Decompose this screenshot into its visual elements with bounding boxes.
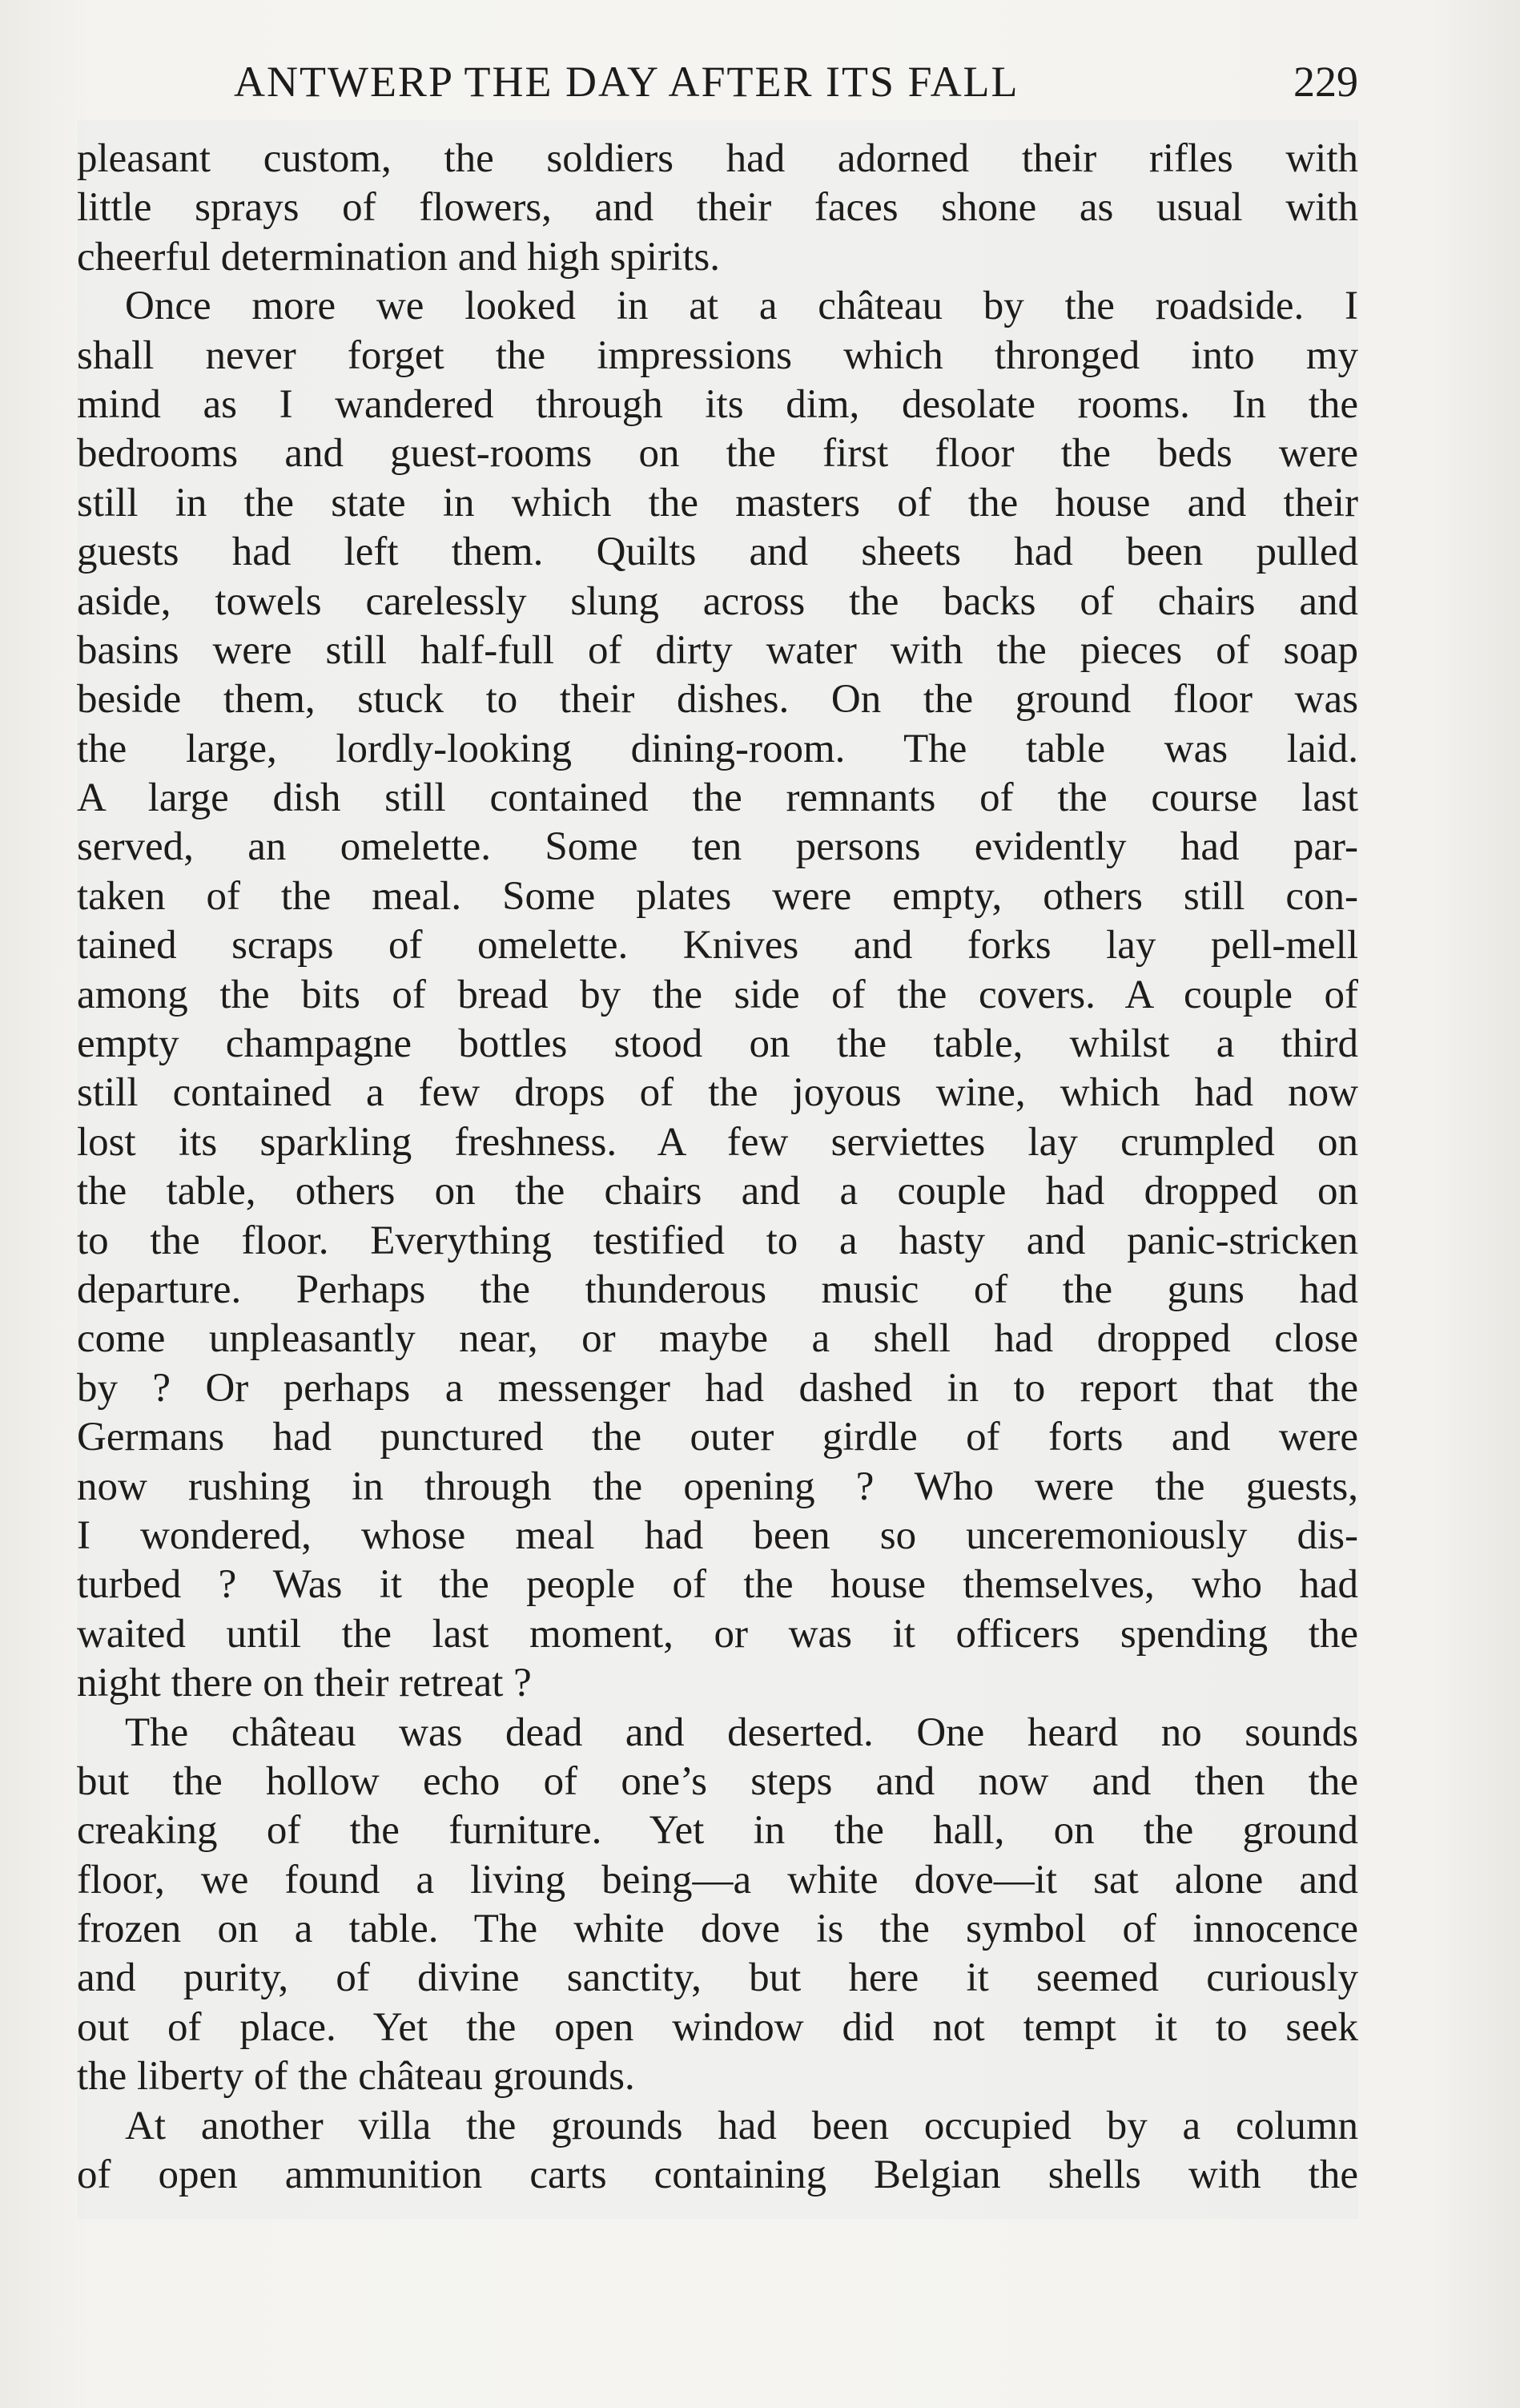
text-line: still in the state in which the masters of the house and their <box>77 480 1358 525</box>
text-line: and purity, of divine sanctity, but here it seemed curiously <box>77 1955 1358 2001</box>
text-line: of open ammunition carts containing Belgian shells with the <box>77 2152 1358 2198</box>
text-line: A large dish still contained the remnants of the course last <box>77 775 1358 821</box>
text-line: bedrooms and guest-rooms on the first floor the beds were <box>77 431 1358 477</box>
text-line: out of place. Yet the open window did not tempt it to seek <box>77 2004 1358 2050</box>
text-line: still contained a few drops of the joyous wine, which had now <box>77 1070 1358 1116</box>
text-line: by ? Or perhaps a messenger had dashed in to report that the <box>77 1365 1358 1411</box>
text-line: the table, others on the chairs and a couple had dropped on <box>77 1169 1358 1214</box>
text-line: beside them, stuck to their dishes. On the ground floor was <box>77 677 1358 723</box>
text-line: little sprays of flowers, and their faces shone as usual with <box>77 185 1358 231</box>
text-line: but the hollow echo of one’s steps and now and then the <box>77 1758 1358 1804</box>
text-line: cheerful determination and high spirits. <box>77 234 721 280</box>
text-line: night there on their retreat ? <box>77 1661 532 1706</box>
text-line: Germans had punctured the outer girdle of forts and were <box>77 1415 1358 1460</box>
text-line: Once more we looked in at a château by the roadside. I <box>125 284 1358 329</box>
text-line: served, an omelette. Some ten persons evidently had par- <box>77 824 1358 870</box>
text-line: tained scraps of omelette. Knives and forks lay pell-mell <box>77 923 1358 968</box>
text-line: The château was dead and deserted. One heard no sounds <box>125 1709 1358 1755</box>
text-line: taken of the meal. Some plates were empty, others still con- <box>77 873 1358 919</box>
text-line: I wondered, whose meal had been so unceremoniously dis- <box>77 1512 1358 1558</box>
text-line: waited until the last moment, or was it officers spending the <box>77 1611 1358 1657</box>
text-line: shall never forget the impressions which thronged into my <box>77 332 1358 378</box>
text-line: the liberty of the château grounds. <box>77 2054 635 2100</box>
body-text <box>77 135 1358 2200</box>
text-line: mind as I wandered through its dim, desolate rooms. In the <box>77 381 1358 427</box>
text-line: creaking of the furniture. Yet in the hall, on the ground <box>77 1808 1358 1854</box>
text-line: turbed ? Was it the people of the house themselves, who had <box>77 1562 1358 1608</box>
text-line: to the floor. Everything testified to a hasty and panic-stricken <box>77 1218 1358 1263</box>
text-line: lost its sparkling freshness. A few serviettes lay crumpled on <box>77 1119 1358 1165</box>
text-line: come unpleasantly near, or maybe a shell had dropped close <box>77 1316 1358 1362</box>
text-line: departure. Perhaps the thunderous music of the guns had <box>77 1266 1358 1312</box>
text-line: pleasant custom, the soldiers had adorned their rifles with <box>77 136 1358 181</box>
text-line: aside, towels carelessly slung across the backs of chairs and <box>77 578 1358 624</box>
text-line: the large, lordly-looking dining-room. The table was laid. <box>77 726 1358 771</box>
text-line: basins were still half-full of dirty water with the pieces of soap <box>77 627 1358 673</box>
text-line: At another villa the grounds had been occupied by a column <box>125 2103 1358 2148</box>
running-head: ANTWERP THE DAY AFTER ITS FALL <box>234 58 1019 106</box>
page-number: 229 <box>1293 58 1358 106</box>
text-line: floor, we found a living being—a white dove—it sat alone and <box>77 1857 1358 1903</box>
text-line: empty champagne bottles stood on the table, whilst a third <box>77 1021 1358 1067</box>
text-line: guests had left them. Quilts and sheets had been pulled <box>77 530 1358 575</box>
text-line: frozen on a table. The white dove is the symbol of innocence <box>77 1907 1358 1952</box>
text-line: among the bits of bread by the side of the covers. A couple of <box>77 972 1358 1017</box>
text-line: now rushing in through the opening ? Who were the guests, <box>77 1464 1358 1509</box>
page-header <box>77 50 1358 114</box>
